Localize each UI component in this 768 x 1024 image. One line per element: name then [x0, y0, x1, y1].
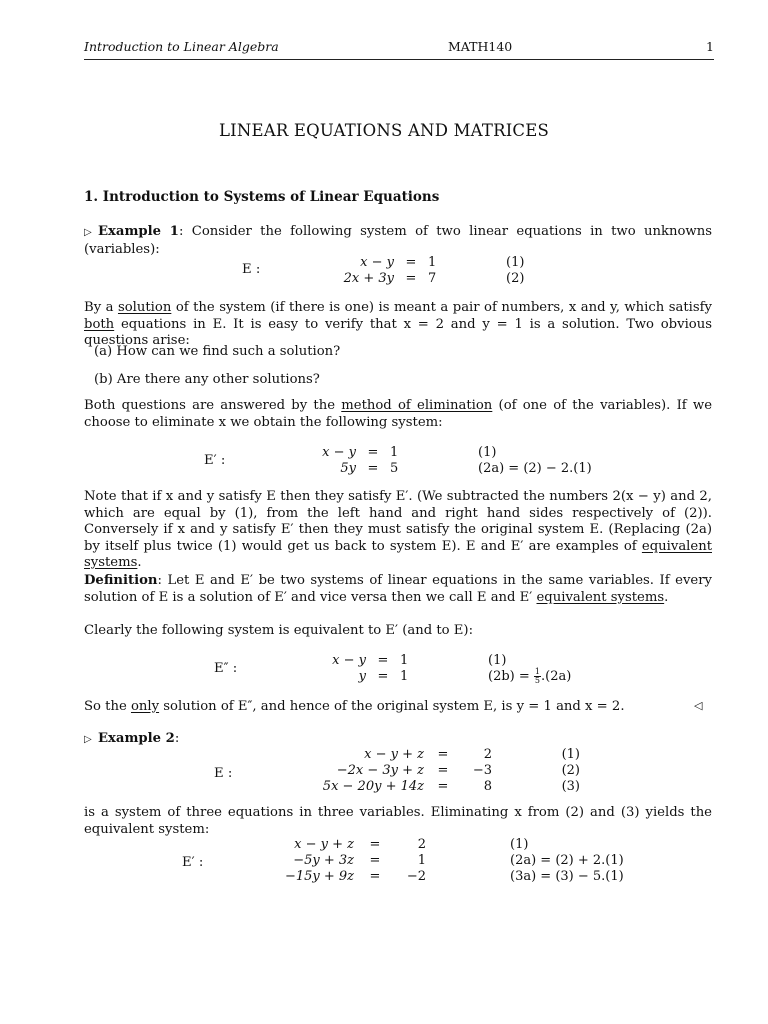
header-course-title: Introduction to Linear Algebra	[84, 39, 279, 54]
triangle-right-icon: ▷	[84, 734, 92, 745]
equation-row: x − y = 1 (1)	[360, 254, 525, 270]
equation-row: x − y = 1 (1)	[322, 444, 497, 460]
example-1-label: Example 1	[98, 224, 179, 239]
equation-row: y = 1 (2b) = $\frac{1}{5}$ .(2a)	[358, 667, 572, 685]
term-equivalent-systems: equivalent systems	[84, 538, 712, 570]
term-only: only	[130, 699, 160, 714]
example-1-intro	[84, 224, 712, 258]
equation-row: −2x − 3y + z = −3 (2)	[336, 762, 580, 778]
system-e-name: E :	[242, 262, 261, 277]
term-solution: solution	[117, 300, 172, 315]
term-equivalent-systems-def: equivalent systems	[536, 589, 665, 605]
equation-row: x − y + z = 2 (1)	[294, 836, 529, 852]
header-rule	[84, 59, 714, 60]
equation-row: 5y = 5 (2a) = (2) − 2.(1)	[340, 460, 592, 476]
question-b: (b) Are there any other solutions?	[94, 372, 320, 387]
example-2-label: Example 2	[98, 731, 175, 746]
system-e-prime-name: E′ :	[204, 453, 226, 468]
example-1-text: : Consider the following system of two linear equations in two unknowns (variables):	[84, 224, 712, 257]
definition-label: Definition	[84, 573, 158, 588]
paragraph-method-elimination: Both questions are answered by the method of elimination (of one of the variables). If we choose to eliminate x we obtain the following system:	[84, 398, 712, 430]
paragraph-equivalence-explanation: Note that if x and y satisfy E then they satisfy E′. (We subtracted the numbers 2(x − y) and 2, which are equal by (1), from the left hand and right hand sides respectively of (2)). Conversely if x and y satisfy E′ then they must satisfy the original system E. (Replacing (2a) by itself plus twice (1) would get us back to system E). E and E′ are examples of equivalent systems.	[84, 489, 712, 570]
paragraph-elimination-example-2: is a system of three equations in three variables. Eliminating x from (2) and (3) yields the equivalent system:	[84, 805, 712, 837]
header-page-number: 1	[706, 39, 714, 54]
fraction-one-fifth: $\frac{1}{5}$	[534, 667, 540, 685]
equation-row: x − y + z = 2 (1)	[364, 746, 580, 762]
example-2-intro: ▷ Example 2:	[84, 731, 712, 749]
system-e2-name: E :	[214, 766, 233, 781]
paragraph-solution-definition: By a solution of the system (if there is one) is meant a pair of numbers, x and y, which satisfy both equations in E. It is easy to verify that x = 2 and y = 1 is a solution. Two obvious questions arise:	[84, 300, 712, 348]
equation-row: 5x − 20y + 14z = 8 (3)	[322, 778, 580, 794]
equation-row: x − y = 1 (1)	[332, 652, 507, 668]
system-e-equations	[328, 254, 528, 286]
system-e-prime-equations	[290, 444, 596, 476]
page-title: LINEAR EQUATIONS AND MATRICES	[218, 121, 549, 140]
term-method-of-elimination: method of elimination	[341, 398, 493, 413]
system-e-double-prime-equations	[302, 652, 575, 685]
definition-block: Definition: Let E and E′ be two systems of linear equations in the same variables. If every solution of E is a solution of E′ and vice versa then we call E and E′ equivalent systems.	[84, 573, 712, 605]
triangle-right-icon: ▷	[84, 227, 92, 238]
end-of-example-icon: ◁	[694, 699, 703, 712]
equation-row: −5y + 3z = 1 (2a) = (2) + 2.(1)	[293, 852, 624, 868]
equation-row: −15y + 9z = −2 (3a) = (3) − 5.(1)	[284, 868, 624, 884]
question-a: (a) How can we find such a solution?	[94, 344, 341, 359]
paragraph-clearly-equivalent: Clearly the following system is equivalent to E′ (and to E):	[84, 623, 474, 638]
equation-row: 2x + 3y = 7 (2)	[343, 270, 525, 286]
section-heading: 1. Introduction to Systems of Linear Equations	[84, 189, 440, 205]
system-e2-prime-name: E′ :	[182, 855, 204, 870]
paragraph-only-solution: So the only solution of E″, and hence of the original system E, is y = 1 and x = 2.	[84, 699, 625, 714]
system-e2-equations	[310, 746, 584, 794]
term-both: both	[84, 316, 115, 332]
system-e2-prime-equations	[270, 836, 628, 884]
system-e-double-prime-name: E″ :	[214, 661, 238, 676]
header-course-code: MATH140	[448, 39, 513, 54]
